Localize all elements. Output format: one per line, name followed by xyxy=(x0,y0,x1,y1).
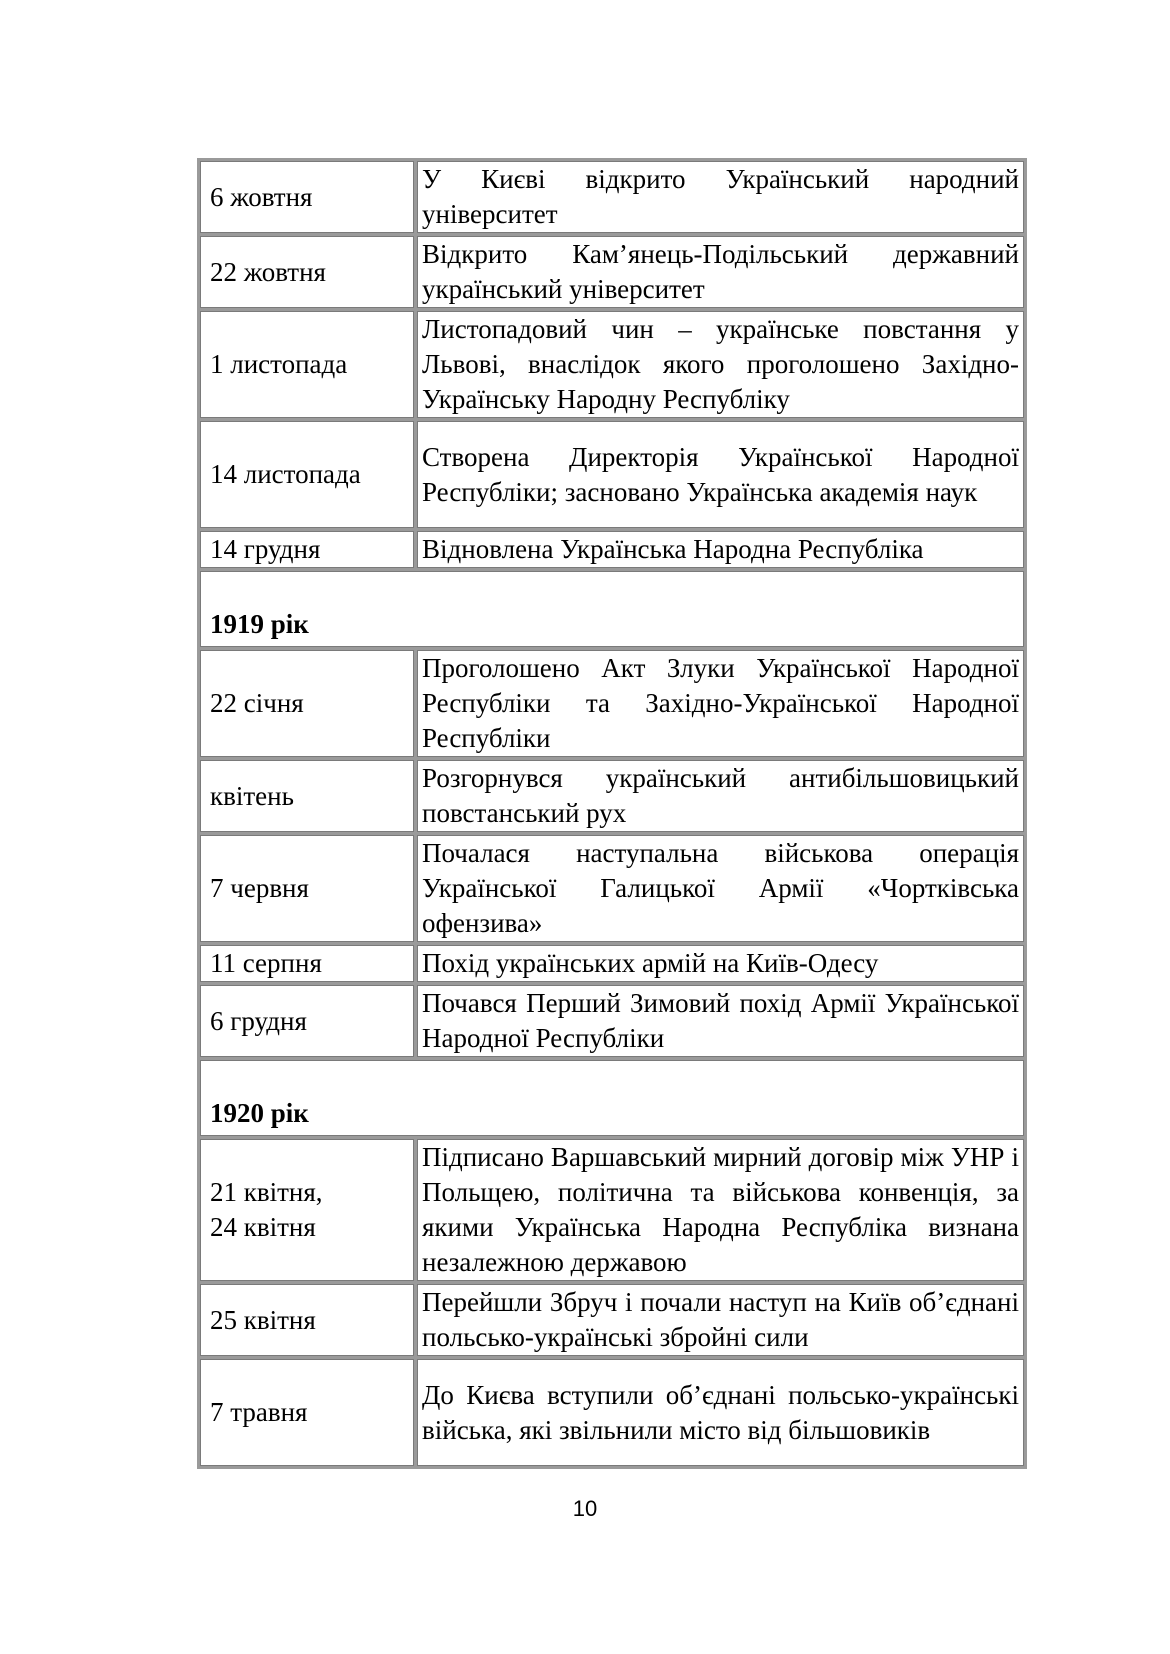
event-description: Почалася наступальна військова операція Української Галицької Армії «Чортківська офензива» xyxy=(417,835,1024,942)
event-date: 6 грудня xyxy=(200,985,414,1057)
page-number: 10 xyxy=(572,1496,598,1521)
event-description: Проголошено Акт Злуки Української Народної Республіки та Західно-Української Народної Республіки xyxy=(417,650,1024,757)
event-row xyxy=(200,1139,1024,1281)
event-date: 22 січня xyxy=(200,650,414,757)
event-date: 7 червня xyxy=(200,835,414,942)
event-description: До Києва вступили об’єднані польсько-українські війська, які звільнили місто від більшовиків xyxy=(417,1359,1024,1466)
event-row xyxy=(200,985,1024,1057)
event-row xyxy=(200,161,1024,233)
event-row xyxy=(200,760,1024,832)
event-description: Листопадовий чин – українське повстання у Львові, внаслідок якого проголошено Західно-Українську Народну Республіку xyxy=(417,311,1024,418)
event-description: Відновлена Українська Народна Республіка xyxy=(417,531,1024,568)
event-date: квітень xyxy=(200,760,414,832)
event-date: 14 грудня xyxy=(200,531,414,568)
event-description: Відкрито Кам’янець-Подільський державний український університет xyxy=(417,236,1024,308)
year-heading: 1919 рік xyxy=(200,571,1024,647)
event-date: 14 листопада xyxy=(200,421,414,528)
event-row xyxy=(200,311,1024,418)
event-date: 25 квітня xyxy=(200,1284,414,1356)
event-description: Створена Директорія Української Народної Республіки; засновано Українська академія наук xyxy=(417,421,1024,528)
year-heading-row xyxy=(200,571,1024,647)
chronology-table xyxy=(197,158,1027,1469)
event-row xyxy=(200,650,1024,757)
event-date: 7 травня xyxy=(200,1359,414,1466)
year-heading-row xyxy=(200,1060,1024,1136)
event-date: 21 квітня, 24 квітня xyxy=(200,1139,414,1281)
event-row xyxy=(200,236,1024,308)
event-description: Розгорнувся український антибільшовицький повстанський рух xyxy=(417,760,1024,832)
event-date: 11 серпня xyxy=(200,945,414,982)
event-row xyxy=(200,531,1024,568)
year-heading: 1920 рік xyxy=(200,1060,1024,1136)
chronology-body xyxy=(200,161,1024,1466)
event-description: Похід українських армій на Київ-Одесу xyxy=(417,945,1024,982)
event-row xyxy=(200,945,1024,982)
event-date: 22 жовтня xyxy=(200,236,414,308)
event-date: 6 жовтня xyxy=(200,161,414,233)
event-row xyxy=(200,1359,1024,1466)
event-row xyxy=(200,421,1024,528)
event-description: Перейшли Збруч і почали наступ на Київ об’єднані польсько-українські збройні сили xyxy=(417,1284,1024,1356)
event-description: Почався Перший Зимовий похід Армії Української Народної Республіки xyxy=(417,985,1024,1057)
event-row xyxy=(200,1284,1024,1356)
event-date: 1 листопада xyxy=(200,311,414,418)
event-row xyxy=(200,835,1024,942)
event-description: Підписано Варшавський мирний договір між УНР і Польщею, політична та військова конвенція, за якими Українська Народна Республіка визнана незалежною державою xyxy=(417,1139,1024,1281)
event-description: У Києві відкрито Український народний університет xyxy=(417,161,1024,233)
